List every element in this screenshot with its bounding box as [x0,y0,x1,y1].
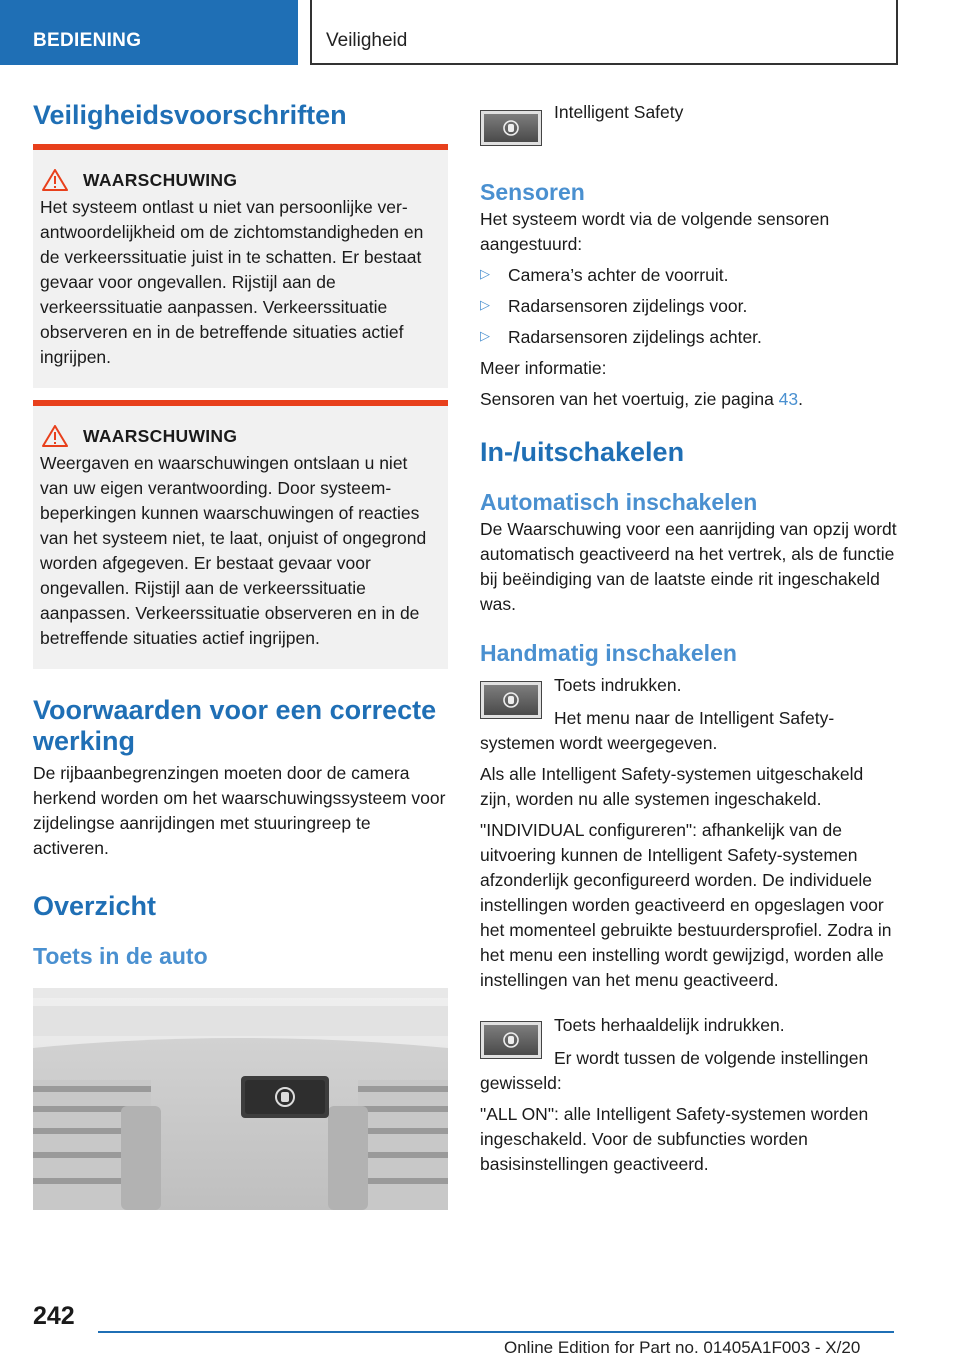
button-in-car-heading: Toets in de auto [33,943,208,969]
bullet-triangle-icon: ▷ [480,297,490,312]
warning-label: WAARSCHUWING [83,425,238,446]
intelligent-safety-icon [502,119,520,137]
list-item: ▷ Camera’s achter de voorruit. [480,263,898,288]
more-info-label: Meer informatie: [480,358,607,378]
left-column [33,100,448,1210]
all-on-text: "ALL ON": alle Intelligent Safety-systemen worden ingeschakeld. Voor de subfuncties worden basisinstellingen geactiveerd. [480,1104,869,1174]
edition-footer: Online Edition for Part no. 01405A1F003 - X/20 [504,1338,861,1357]
manual-paragraph-3: "INDIVIDUAL configureren": afhankelijk van de uitvoering kunnen de Intelligent Safety-systemen afzonderlijk geconfigureerd worden. De individuele instellingen worden geactiveerd en opgeslagen voor het momenteel gebruikte bestuurdersprofiel. Zodra in het menu een instelling wordt gewijzigd, worden alle instellingen van het menu geactiveerd. [480,820,892,990]
sensors-reference: Sensoren van het voertuig, zie pagina 43. [480,389,804,409]
warning-text: Weergaven en waarschuwingen ontslaan u niet van uw eigen verantwoording. Door systeembeperkingen kunnen waarschuwingen of reacties van het systeem niet, te laat, onjuist of ongegrond worden afgegeven. Er bestaat gevaar voor ongevallen. Rijstijl aan de verkeerssituatie aanpassen. Verkeerssituatie observeren en in de betreffende situaties actief ingrijpen. [40,453,427,648]
intelligent-safety-button-image [480,110,542,146]
sensor-list [480,263,898,350]
page-number: 242 [33,1302,75,1330]
section-label: BEDIENING [33,30,142,51]
conditions-text: De rijbaanbegrenzingen moeten door de camera herkend worden om het waarschuwingssysteem voor zijdelingse aanrijdingen met stuuringreep te activeren. [33,763,446,858]
list-item: ▷ Radarsensoren zijdelings achter. [480,325,898,350]
warning-triangle-icon [42,169,68,191]
intelligent-safety-label: Intelligent Safety [554,102,684,122]
right-column [480,100,898,1177]
conditions-heading: Voorwaarden voor een correcte werking [33,695,437,756]
auto-enable-text: De Waarschuwing voor een aanrijding van opzij wordt automatisch geactiveerd na het vertrek, als de functie bij beëindiging van de laatste einde rit ingeschakeld was. [480,519,897,614]
footer-divider [98,1331,894,1333]
manual-step-block [480,673,898,756]
bullet-triangle-icon: ▷ [480,266,490,281]
bullet-triangle-icon: ▷ [480,328,490,343]
sensors-heading: Sensoren [480,179,585,205]
warning-triangle-icon [42,425,68,447]
repeat-step-block [480,1013,898,1096]
safety-rules-heading: Veiligheidsvoorschriften [33,100,347,130]
sensors-intro: Het systeem wordt via de volgende sensoren aangestuurd: [480,209,830,254]
page-link-43[interactable]: 43 [778,389,799,409]
repeat-step: Toets herhaaldelijk indrukken. [554,1015,785,1035]
on-off-heading: In-/uitschakelen [480,437,685,467]
intelligent-safety-button-image [480,1021,542,1059]
repeat-step-result: Er wordt tussen de volgende instellingen gewisseld: [480,1048,869,1093]
manual-paragraph-2: Als alle Intelligent Safety-systemen uitgeschakeld zijn, worden nu alle systemen ingeschakeld. [480,764,864,809]
overview-heading: Overzicht [33,891,157,921]
manual-enable-heading: Handmatig inschakelen [480,640,737,666]
dashboard-button-photo [33,988,448,1210]
warning-text: Het systeem ontlast u niet van persoonlijke verantwoordelijkheid om de zichtomstandigheden en de verkeerssituatie juist in te schatten. Er bestaat gevaar voor ongevallen. Rijstijl aan de verkeerssituatie aanpassen. Verkeerssituatie observeren en in de betreffende situaties actief ingrijpen. [40,197,424,367]
manual-step-1: Toets indrukken. [554,675,682,695]
list-item: ▷ Radarsensoren zijdelings voor. [480,294,898,319]
warning-box-1 [33,144,448,388]
manual-step-1-result: Het menu naar de Intelligent Safety-systemen wordt weergegeven. [480,708,835,753]
dashboard-illustration [33,988,448,1210]
section-tab [0,0,298,65]
intelligent-safety-icon [502,691,520,709]
chapter-header [310,0,898,65]
warning-box-2 [33,400,448,669]
warning-label: WAARSCHUWING [83,169,238,190]
intelligent-safety-button-image [480,681,542,719]
chapter-label: Veiligheid [326,30,408,51]
intelligent-safety-icon [502,1031,520,1049]
auto-enable-heading: Automatisch inschakelen [480,489,758,515]
